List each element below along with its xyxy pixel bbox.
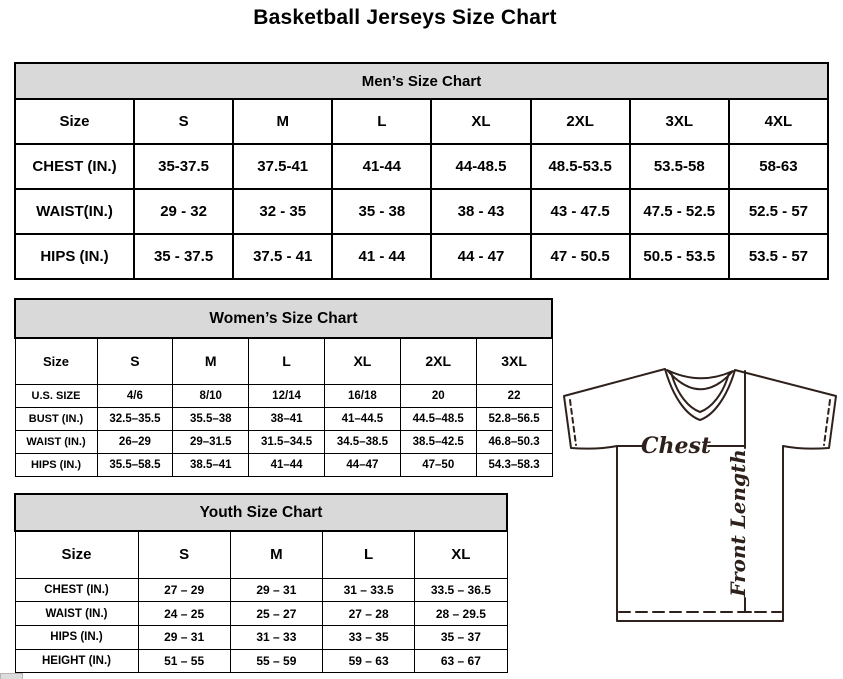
size-value-cell: 34.5–38.5 [324,430,400,453]
size-value-cell: 47 - 50.5 [531,234,630,279]
size-value-cell: 53.5 - 57 [729,234,828,279]
size-header-cell: L [332,99,431,144]
collar-arc-icon [667,370,733,378]
table-row [15,430,552,453]
size-value-cell: 46.8–50.3 [476,430,552,453]
size-value-cell: 37.5-41 [233,144,332,189]
row-label: HIPS (IN.) [15,625,138,649]
size-value-cell: 33.5 – 36.5 [415,578,507,602]
size-header-cell: 4XL [729,99,828,144]
page-title: Basketball Jerseys Size Chart [253,6,557,29]
youth-size-table [14,493,508,673]
left-cuff-dash-icon [570,400,576,445]
row-label: HIPS (IN.) [15,234,134,279]
size-header-row [15,531,507,578]
row-label: CHEST (IN.) [15,578,138,602]
row-label: WAIST(IN.) [15,189,134,234]
size-value-cell: 44 - 47 [431,234,530,279]
size-value-cell: 28 – 29.5 [415,602,507,626]
size-value-cell: 20 [400,384,476,407]
table-row [15,453,552,476]
size-value-cell: 41-44 [332,144,431,189]
row-label: U.S. SIZE [15,384,97,407]
row-label: WAIST (IN.) [15,430,97,453]
size-value-cell: 35.5–38 [173,407,249,430]
size-value-cell: 31 – 33.5 [323,578,415,602]
size-value-cell: 29 – 31 [138,625,230,649]
size-value-cell: 31.5–34.5 [249,430,325,453]
size-value-cell: 53.5-58 [630,144,729,189]
size-column-header: Size [15,531,138,578]
size-value-cell: 35 - 38 [332,189,431,234]
size-column-header: Size [15,338,97,384]
size-value-cell: 54.3–58.3 [476,453,552,476]
size-value-cell: 32.5–35.5 [97,407,173,430]
right-cuff-dash-icon [824,400,830,445]
size-value-cell: 38 - 43 [431,189,530,234]
size-value-cell: 52.8–56.5 [476,407,552,430]
size-value-cell: 29 - 32 [134,189,233,234]
size-header-cell: 3XL [476,338,552,384]
size-value-cell: 4/6 [97,384,173,407]
table-row [15,234,828,279]
size-header-row [15,99,828,144]
size-value-cell: 12/14 [249,384,325,407]
size-value-cell: 50.5 - 53.5 [630,234,729,279]
size-value-cell: 22 [476,384,552,407]
size-value-cell: 35.5–58.5 [97,453,173,476]
size-value-cell: 31 – 33 [230,625,322,649]
size-value-cell: 35-37.5 [134,144,233,189]
table-row [15,578,507,602]
jersey-outline-icon [564,369,836,621]
size-value-cell: 35 – 37 [415,625,507,649]
size-header-cell: L [249,338,325,384]
size-value-cell: 47.5 - 52.5 [630,189,729,234]
size-value-cell: 29 – 31 [230,578,322,602]
table-row [15,407,552,430]
size-value-cell: 16/18 [324,384,400,407]
size-header-cell: M [233,99,332,144]
table-row [15,189,828,234]
table-row [15,144,828,189]
size-value-cell: 41–44.5 [324,407,400,430]
chart-title: Youth Size Chart [15,494,507,531]
row-label: WAIST (IN.) [15,602,138,626]
scroll-corner-artifact [0,673,23,679]
size-value-cell: 44-48.5 [431,144,530,189]
size-value-cell: 44–47 [324,453,400,476]
size-value-cell: 52.5 - 57 [729,189,828,234]
size-value-cell: 24 – 25 [138,602,230,626]
size-value-cell: 59 – 63 [323,649,415,673]
size-header-cell: S [134,99,233,144]
size-value-cell: 32 - 35 [233,189,332,234]
size-value-cell: 33 – 35 [323,625,415,649]
size-header-cell: XL [324,338,400,384]
size-value-cell: 51 – 55 [138,649,230,673]
size-header-cell: 3XL [630,99,729,144]
size-value-cell: 27 – 28 [323,602,415,626]
size-value-cell: 48.5-53.5 [531,144,630,189]
size-header-cell: L [323,531,415,578]
womens-size-table [14,298,553,477]
size-value-cell: 27 – 29 [138,578,230,602]
size-value-cell: 58-63 [729,144,828,189]
size-value-cell: 35 - 37.5 [134,234,233,279]
size-header-cell: S [138,531,230,578]
size-header-cell: S [97,338,173,384]
row-label: HIPS (IN.) [15,453,97,476]
row-label: HEIGHT (IN.) [15,649,138,673]
chart-title: Women’s Size Chart [15,299,552,338]
size-header-cell: XL [431,99,530,144]
mens-size-table [14,62,829,280]
size-value-cell: 26–29 [97,430,173,453]
size-header-cell: 2XL [400,338,476,384]
size-value-cell: 41 - 44 [332,234,431,279]
size-value-cell: 47–50 [400,453,476,476]
table-row [15,625,507,649]
size-value-cell: 25 – 27 [230,602,322,626]
size-value-cell: 38.5–42.5 [400,430,476,453]
chart-title: Men’s Size Chart [15,63,828,99]
chest-label: Chest [640,433,712,459]
size-header-cell: XL [415,531,507,578]
size-value-cell: 37.5 - 41 [233,234,332,279]
size-value-cell: 8/10 [173,384,249,407]
size-value-cell: 63 – 67 [415,649,507,673]
row-label: BUST (IN.) [15,407,97,430]
size-value-cell: 38–41 [249,407,325,430]
row-label: CHEST (IN.) [15,144,134,189]
jersey-measurement-diagram [557,355,843,645]
table-row [15,649,507,673]
size-header-row [15,338,552,384]
size-value-cell: 43 - 47.5 [531,189,630,234]
size-header-cell: 2XL [531,99,630,144]
table-row [15,384,552,407]
size-value-cell: 44.5–48.5 [400,407,476,430]
size-column-header: Size [15,99,134,144]
front-length-label: Front Length [726,449,750,597]
size-header-cell: M [173,338,249,384]
size-header-cell: M [230,531,322,578]
size-value-cell: 41–44 [249,453,325,476]
size-value-cell: 38.5–41 [173,453,249,476]
size-value-cell: 55 – 59 [230,649,322,673]
size-value-cell: 29–31.5 [173,430,249,453]
table-row [15,602,507,626]
